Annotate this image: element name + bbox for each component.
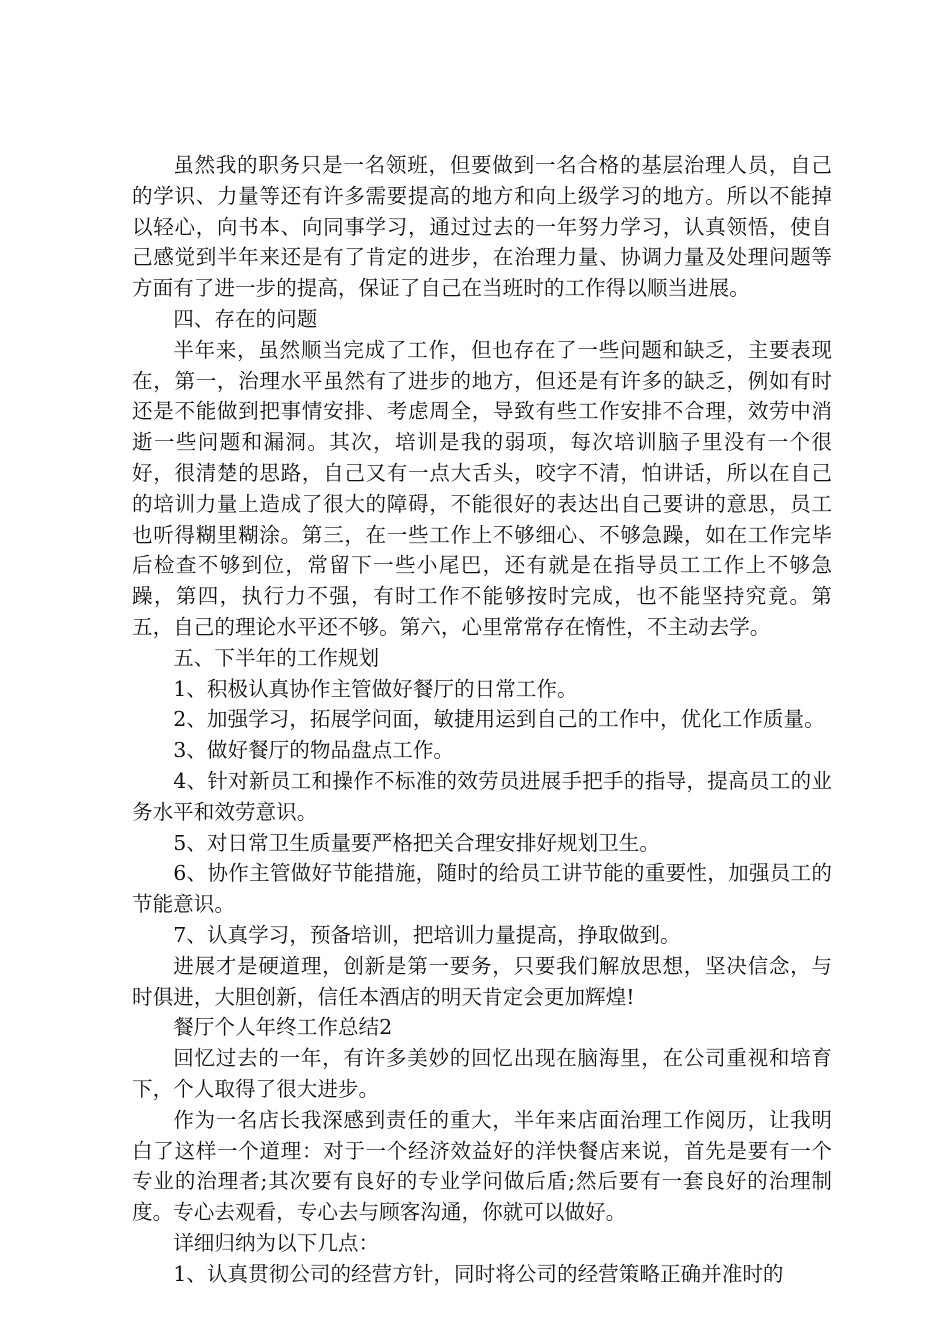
plan-item-7: 7、认真学习，预备培训，把培训力量提高，挣取做到。 <box>173 922 681 947</box>
paragraph-summary-intro: 详细归纳为以下几点： <box>173 1230 380 1255</box>
document-page <box>132 150 832 1289</box>
section-title-summary-2: 餐厅个人年终工作总结2 <box>173 1015 393 1040</box>
paragraph-conclusion: 进展才是硬道理，创新是第一要务，只要我们解放思想，坚决信念，与时俱进，大胆创新，信任本酒店的明天肯定会更加辉煌! <box>132 953 832 1009</box>
heading-work-plan: 五、下半年的工作规划 <box>173 645 380 670</box>
paragraph-problems: 半年来，虽然顺当完成了工作，但也存在了一些问题和缺乏，主要表现在，第一，治理水平虽然有了进步的地方，但还是有许多的缺乏，例如有时还是不能做到把事情安排、考虑周全，导致有些工作安排不合理，效劳中消逝一些问题和漏洞。其次，培训是我的弱项，每次培训脑子里没有一个很好，很清楚的思路，自己又有一点大舌头，咬字不清，怕讲话，所以在自己的培训力量上造成了很大的障碍，不能很好的表达出自己要讲的意思，员工也听得糊里糊涂。第三，在一些工作上不够细心、不够急躁，如在工作完毕后检查不够到位，常留下一些小尾巴，还有就是在指导员工工作上不够急躁，第四，执行力不强，有时工作不能够按时完成，也不能坚持究竟。第五，自己的理论水平还不够。第六，心里常常存在惰性，不主动去学。 <box>132 337 832 639</box>
plan-item-4: 4、针对新员工和操作不标准的效劳员进展手把手的指导，提高员工的业务水平和效劳意识。 <box>132 768 832 824</box>
summary-item-1: 1、认真贯彻公司的经营方针，同时将公司的经营策略正确并准时的 <box>173 1261 784 1286</box>
plan-item-6: 6、协作主管做好节能措施，随时的给员工讲节能的重要性，加强员工的节能意识。 <box>132 861 832 917</box>
plan-item-3: 3、做好餐厅的物品盘点工作。 <box>173 738 455 763</box>
heading-existing-problems: 四、存在的问题 <box>173 306 318 331</box>
paragraph-store-manager: 作为一名店长我深感到责任的重大，半年来店面治理工作阅历，让我明白了这样一个道理：对于一个经济效益好的洋快餐店来说，首先是要有一个专业的治理者;其次要有良好的专业学问做后盾;然后要有一套良好的治理制度。专心去观看，专心去与顾客沟通，你就可以做好。 <box>132 1107 832 1225</box>
plan-item-1: 1、积极认真协作主管做好餐厅的日常工作。 <box>173 676 578 701</box>
plan-item-2: 2、加强学习，拓展学问面，敏捷用运到自己的工作中，优化工作质量。 <box>173 707 825 732</box>
paragraph-review: 回忆过去的一年，有许多美妙的回忆出现在脑海里，在公司重视和培育下，个人取得了很大进步。 <box>132 1046 832 1101</box>
plan-item-5: 5、对日常卫生质量要严格把关合理安排好规划卫生。 <box>173 830 660 855</box>
paragraph-self-assessment: 虽然我的职务只是一名领班，但要做到一名合格的基层治理人员，自己的学识、力量等还有许多需要提高的地方和向上级学习的地方。所以不能掉以轻心，向书本、向同事学习，通过过去的一年努力学习，认真领悟，使自己感觉到半年来还是有了肯定的进步，在治理力量、协调力量及处理问题等方面有了进一步的提高，保证了自己在当班时的工作得以顺当进展。 <box>132 153 832 301</box>
